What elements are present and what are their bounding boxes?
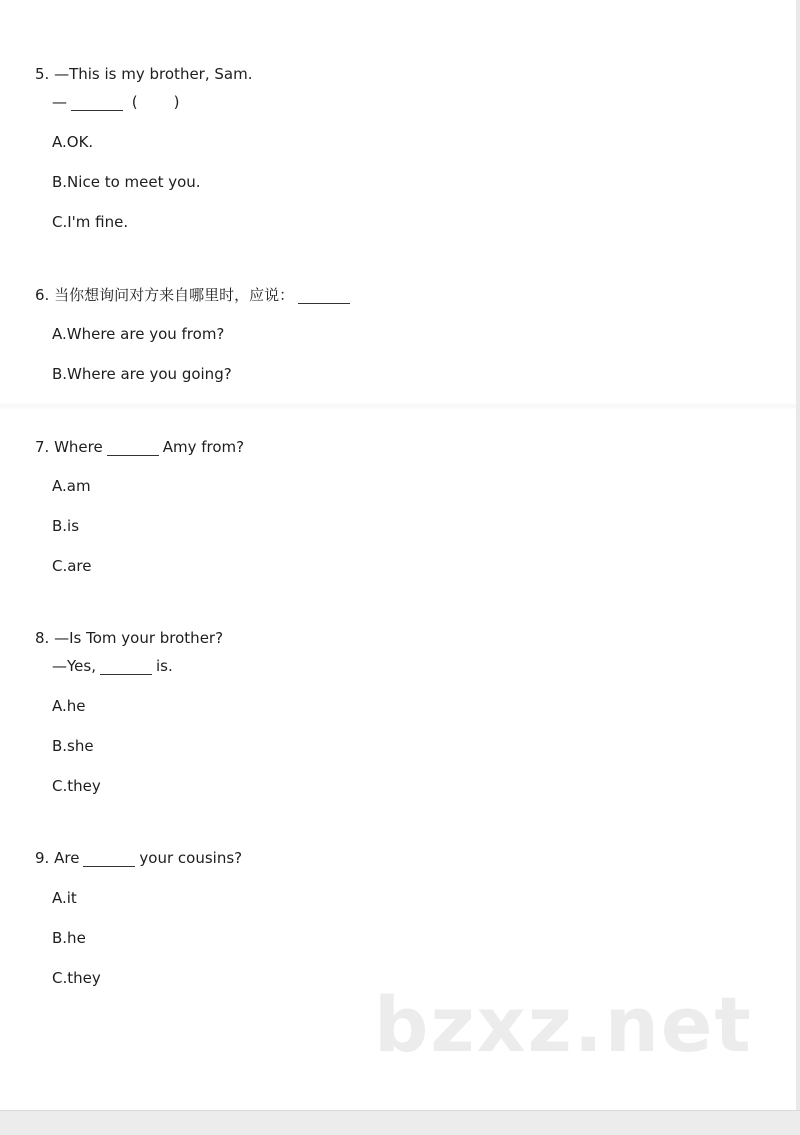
paren-close: ) bbox=[173, 93, 180, 111]
question-number: 7. bbox=[35, 438, 50, 456]
question-5-stem bbox=[35, 63, 252, 85]
question-6-stem bbox=[35, 284, 354, 306]
question-7-stem bbox=[35, 436, 244, 458]
question-5-answer-line bbox=[52, 91, 180, 113]
question-8-option-c[interactable]: C.they bbox=[52, 777, 101, 795]
question-number: 6. bbox=[35, 286, 50, 304]
question-8-option-b[interactable]: B.she bbox=[52, 737, 94, 755]
question-9-stem bbox=[35, 847, 242, 869]
question-5-option-c[interactable]: C.I'm fine. bbox=[52, 213, 129, 231]
question-7-option-c[interactable]: C.are bbox=[52, 557, 92, 575]
watermark: bzxz.net bbox=[374, 980, 753, 1069]
page-bottom-edge bbox=[0, 1110, 800, 1135]
page-seam bbox=[0, 402, 796, 410]
question-text-before: Where bbox=[54, 438, 103, 456]
question-5-option-a[interactable]: A.OK. bbox=[52, 133, 94, 151]
question-7-option-a[interactable]: A.am bbox=[52, 477, 91, 495]
question-7-option-b[interactable]: B.is bbox=[52, 517, 80, 535]
question-number: 9. bbox=[35, 849, 50, 867]
question-text-before: Are bbox=[54, 849, 80, 867]
question-9-option-a[interactable]: A.it bbox=[52, 889, 77, 907]
question-text: —Is Tom your brother? bbox=[54, 629, 224, 647]
answer-blank[interactable] bbox=[71, 94, 123, 111]
question-8-option-a[interactable]: A.he bbox=[52, 697, 86, 715]
dash: — bbox=[52, 93, 67, 111]
question-8-stem bbox=[35, 627, 223, 649]
question-text: 当你想询问对方来自哪里时，应说： bbox=[54, 286, 295, 304]
question-text-after: Amy from? bbox=[162, 438, 245, 456]
question-8-answer-line bbox=[52, 655, 173, 677]
question-number: 8. bbox=[35, 629, 50, 647]
answer-blank[interactable] bbox=[107, 439, 159, 456]
question-6-option-b[interactable]: B.Where are you going? bbox=[52, 365, 232, 383]
paren-open: ( bbox=[131, 93, 138, 111]
answer-blank[interactable] bbox=[298, 287, 350, 304]
answer-prefix: —Yes, bbox=[52, 657, 96, 675]
answer-blank[interactable] bbox=[83, 850, 135, 867]
question-text-after: your cousins? bbox=[139, 849, 243, 867]
question-number: 5. bbox=[35, 65, 50, 83]
question-6-option-a[interactable]: A.Where are you from? bbox=[52, 325, 225, 343]
question-9-option-c[interactable]: C.they bbox=[52, 969, 101, 987]
page-right-edge bbox=[796, 0, 800, 1134]
question-text: —This is my brother, Sam. bbox=[54, 65, 253, 83]
question-5-option-b[interactable]: B.Nice to meet you. bbox=[52, 173, 201, 191]
answer-blank[interactable] bbox=[100, 658, 152, 675]
question-9-option-b[interactable]: B.he bbox=[52, 929, 86, 947]
answer-suffix: is. bbox=[155, 657, 173, 675]
